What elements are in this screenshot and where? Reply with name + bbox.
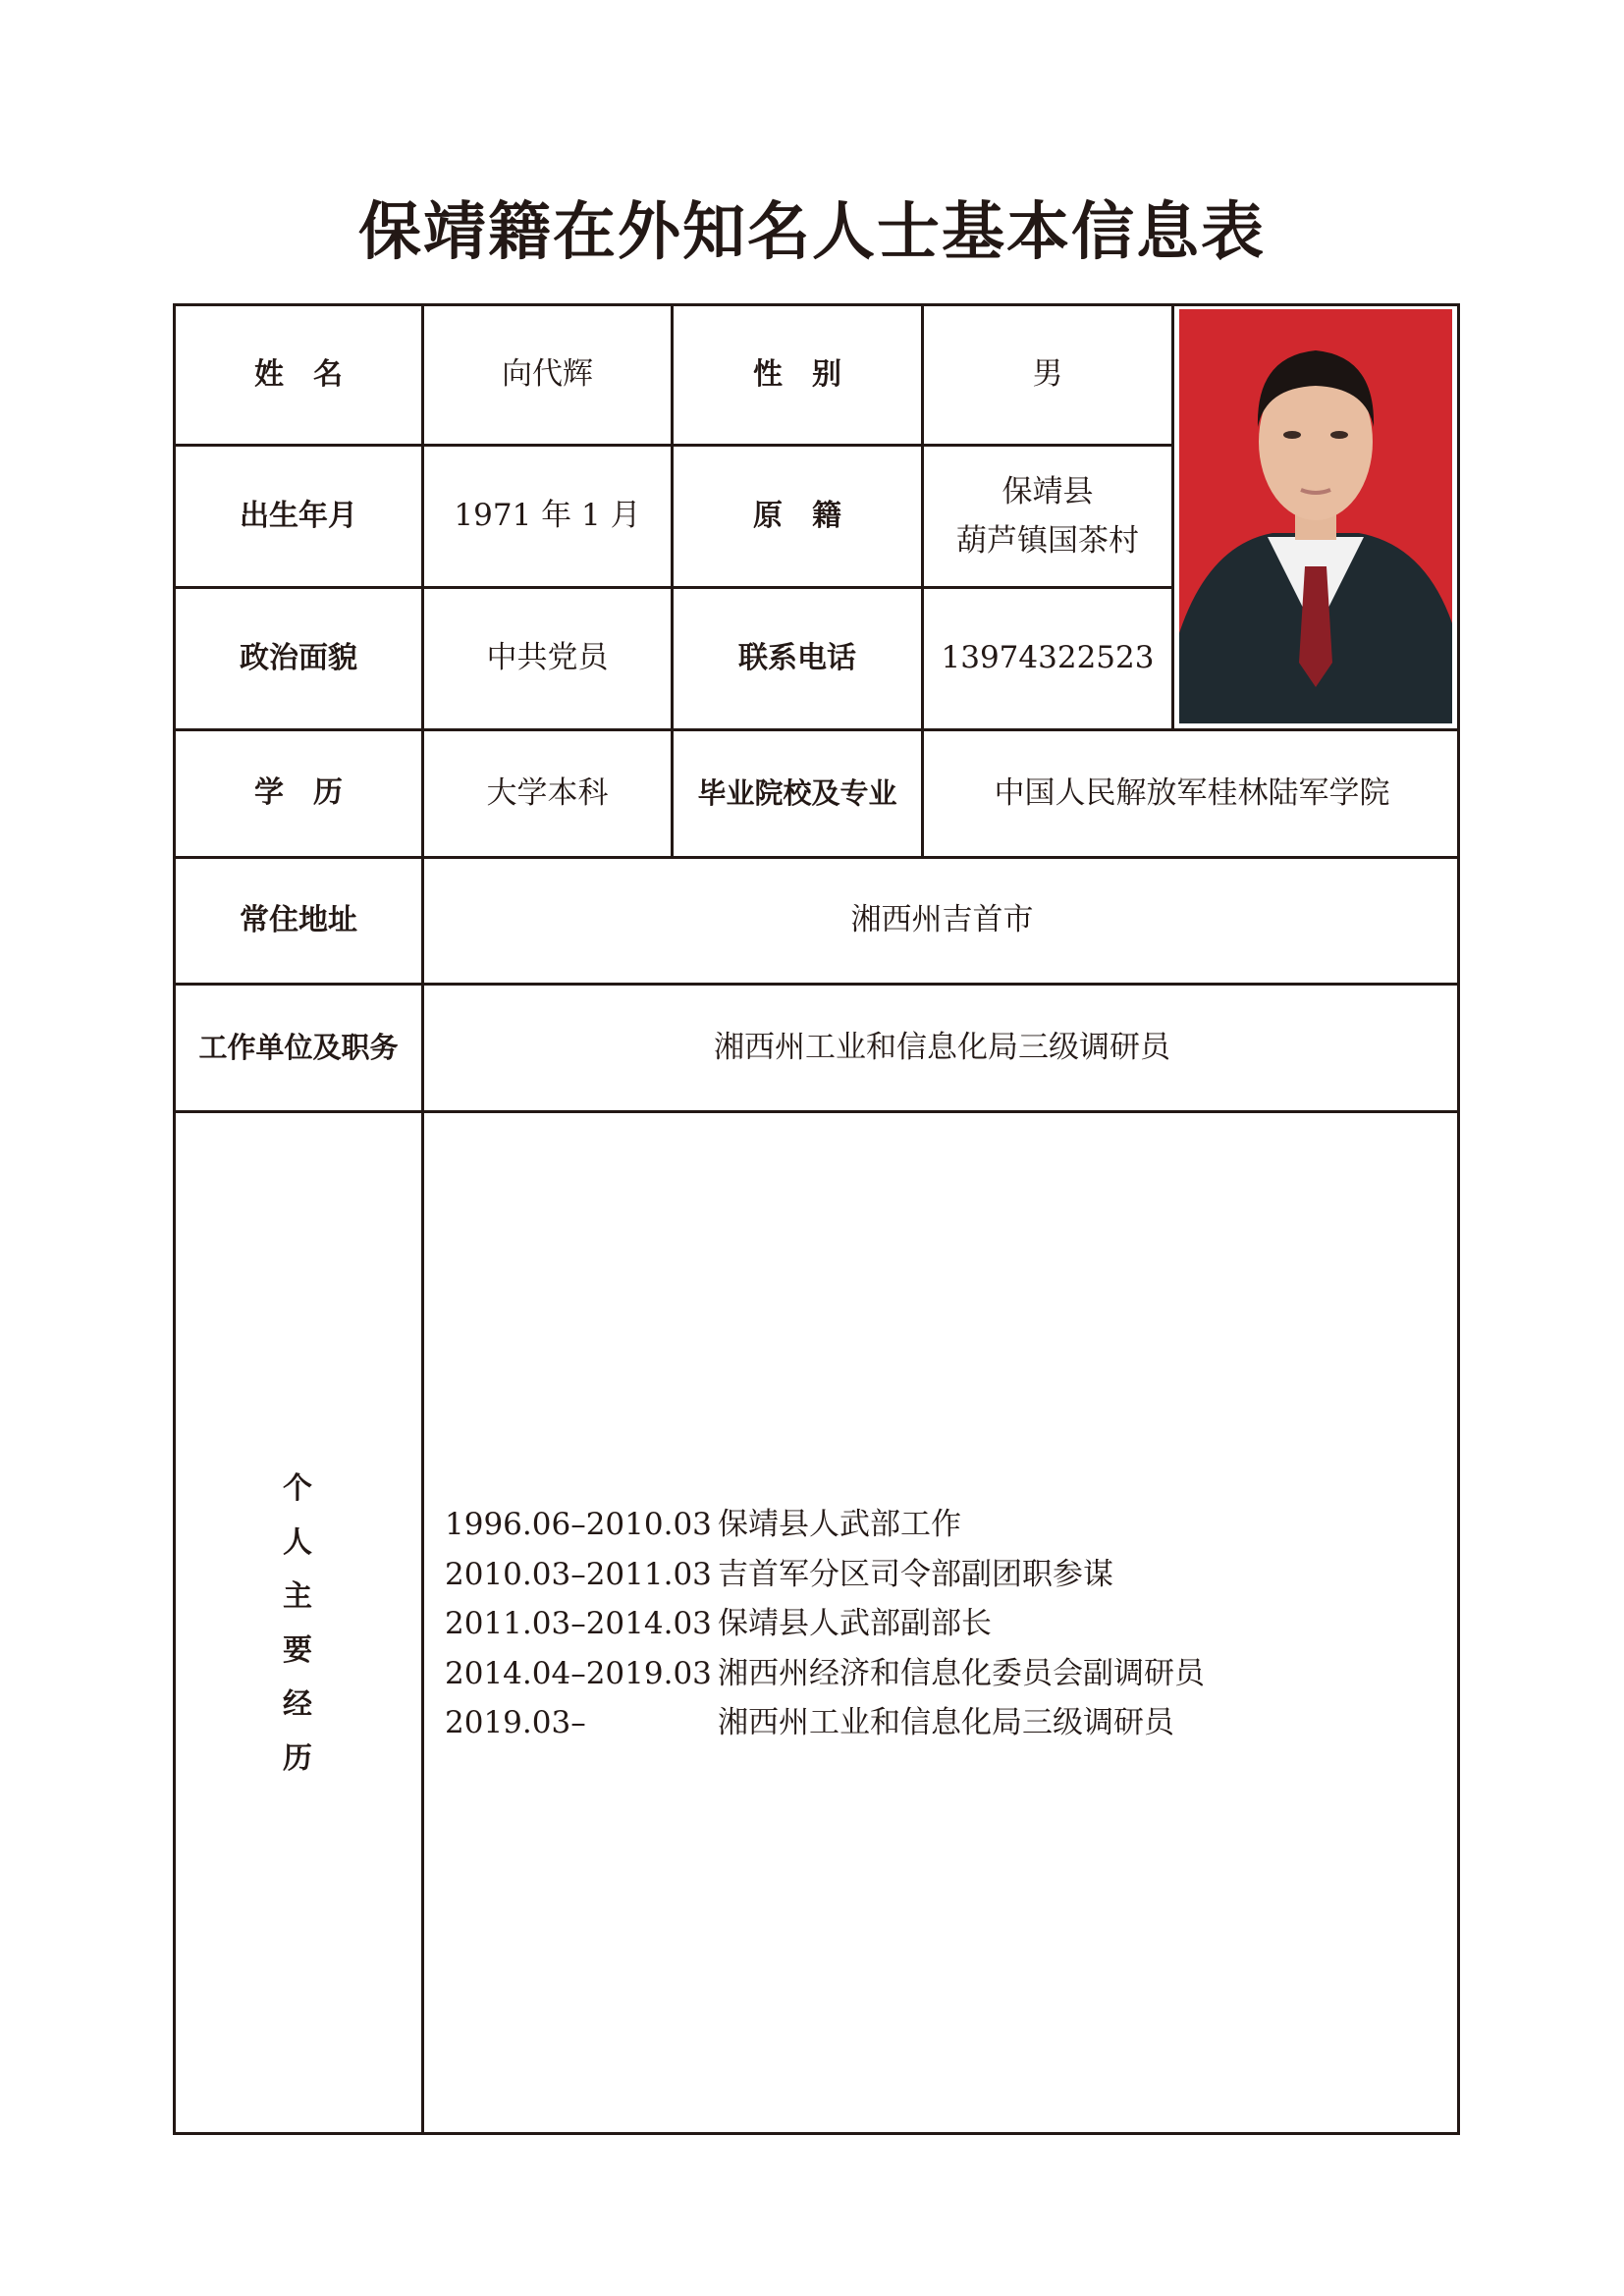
origin-value [924, 447, 1171, 586]
address-label: 常住地址 [240, 902, 357, 937]
origin-label: 原 籍 [753, 498, 841, 533]
birth-label: 出生年月 [240, 498, 357, 533]
school-value: 中国人民解放军桂林陆军学院 [994, 774, 1390, 811]
birth-value: 1971 年 1 月 [454, 498, 641, 534]
career-role: 保靖县人武部工作 [718, 1507, 961, 1542]
origin-line-1: 保靖县 [1001, 474, 1094, 509]
address-value: 湘西州吉首市 [850, 902, 1034, 938]
phone-value: 13974322523 [941, 640, 1155, 676]
career-entry [445, 1550, 1205, 1600]
origin-line-2: 葫芦镇国茶村 [956, 523, 1139, 559]
career-role: 保靖县人武部副部长 [718, 1606, 992, 1641]
name-value: 向代辉 [502, 356, 593, 393]
document-title: 保靖籍在外知名人士基本信息表 [358, 196, 1266, 269]
career-entry [445, 1649, 1205, 1699]
career-period: 1996.06–2010.03 [445, 1507, 712, 1542]
school-label: 毕业院校及专业 [697, 775, 897, 810]
career-period: 2010.03–2011.03 [445, 1556, 712, 1592]
career-period: 2011.03–2014.03 [445, 1606, 712, 1641]
career-entry [445, 1698, 1205, 1748]
career-entry [445, 1599, 1205, 1649]
work-value: 湘西州工业和信息化局三级调研员 [714, 1029, 1170, 1065]
political-label: 政治面貌 [240, 640, 357, 675]
gender-label: 性 别 [753, 356, 841, 392]
career-period: 2014.04–2019.03 [445, 1655, 712, 1691]
career-role: 湘西州经济和信息化委员会副调研员 [718, 1655, 1205, 1691]
career-role: 吉首军分区司令部副团职参谋 [718, 1556, 1113, 1592]
portrait-illustration [1179, 309, 1452, 723]
education-label: 学 历 [254, 775, 343, 811]
phone-label: 联系电话 [738, 640, 856, 675]
gender-value: 男 [1032, 356, 1063, 393]
work-label: 工作单位及职务 [198, 1030, 399, 1064]
experience-label: 个 人 主 要 经 历 [283, 1470, 312, 1776]
career-period: 2019.03– [445, 1705, 586, 1740]
col-divider [1171, 303, 1174, 730]
education-value: 大学本科 [486, 774, 609, 811]
career-entry [445, 1500, 1205, 1550]
career-role: 湘西州工业和信息化局三级调研员 [718, 1705, 1174, 1740]
portrait-photo [1179, 309, 1452, 723]
political-value: 中共党员 [486, 640, 609, 676]
name-label: 姓 名 [254, 356, 343, 392]
career-list [445, 1500, 1205, 1748]
